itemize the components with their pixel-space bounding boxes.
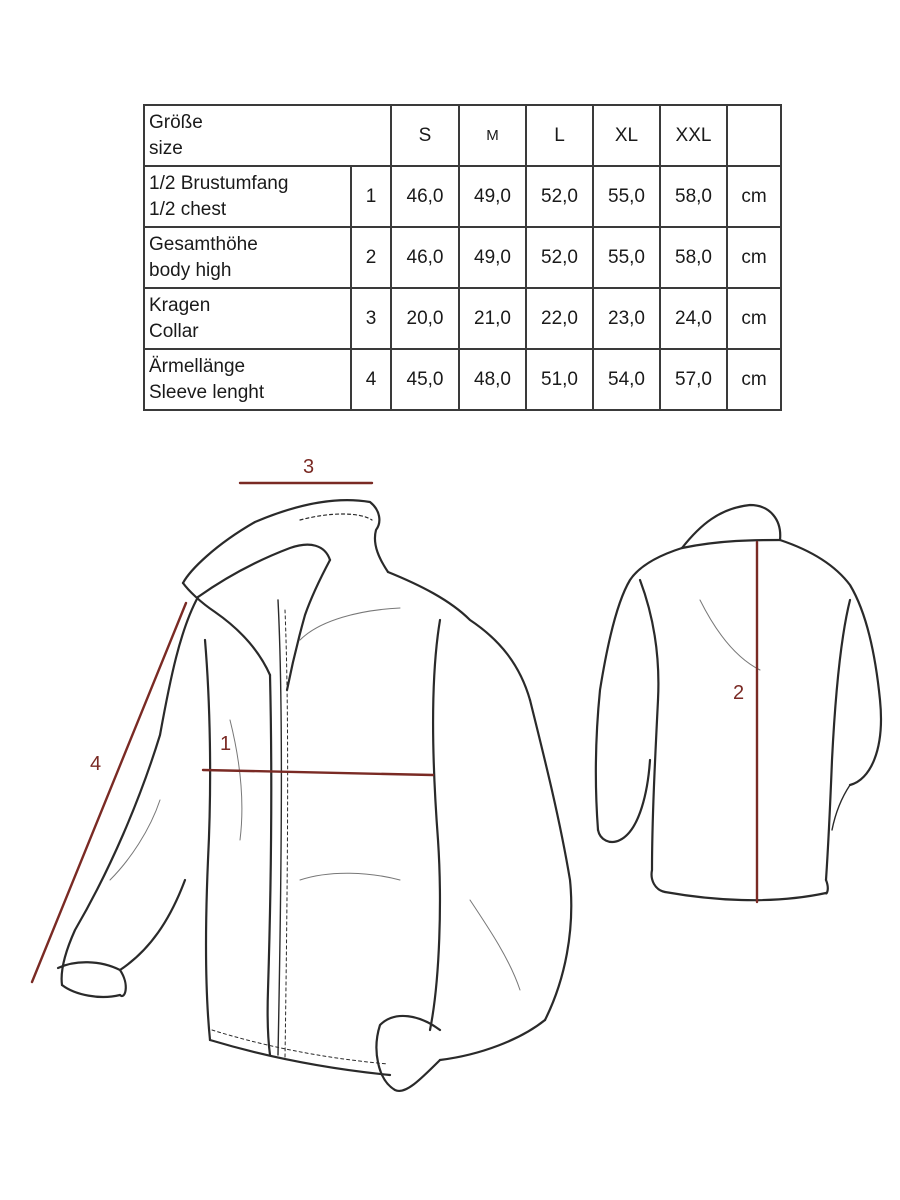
front-jacket-illustration: [58, 500, 571, 1091]
size-label-de: Größe: [149, 111, 203, 133]
unit-cell: cm: [727, 166, 781, 227]
size-header-l: L: [526, 105, 593, 166]
jacket-diagram: [0, 440, 900, 1200]
row-label-de: Ärmellänge: [149, 355, 246, 377]
unit-cell: cm: [727, 288, 781, 349]
value-l: 51,0: [526, 349, 593, 410]
value-xl: 55,0: [593, 166, 660, 227]
value-l: 22,0: [526, 288, 593, 349]
chest-measure-line: [203, 770, 433, 775]
size-table: [143, 104, 782, 411]
height-label: 2: [733, 682, 745, 704]
unit-header-empty: [727, 105, 781, 166]
row-number: 4: [351, 349, 391, 410]
chest-label: 1: [220, 733, 232, 755]
table-row: [144, 227, 781, 288]
collar-label: 3: [303, 456, 315, 478]
row-label-en: body high: [149, 259, 232, 281]
row-label-en: Sleeve lenght: [149, 381, 265, 403]
row-label-en: 1/2 chest: [149, 198, 227, 220]
size-header-cell: [144, 105, 391, 166]
value-s: 46,0: [391, 166, 459, 227]
sleeve-label: 4: [90, 753, 102, 775]
value-xl: 54,0: [593, 349, 660, 410]
value-s: 20,0: [391, 288, 459, 349]
value-xxl: 57,0: [660, 349, 727, 410]
row-label-en: Collar: [149, 320, 199, 342]
row-label: [144, 227, 351, 288]
value-xl: 23,0: [593, 288, 660, 349]
size-label-en: size: [149, 137, 183, 159]
row-label-de: 1/2 Brustumfang: [149, 172, 289, 194]
row-label: [144, 166, 351, 227]
value-m: 21,0: [459, 288, 526, 349]
row-number: 2: [351, 227, 391, 288]
table-row: [144, 166, 781, 227]
size-header-m: M: [459, 105, 526, 166]
row-label: [144, 288, 351, 349]
table-row: [144, 349, 781, 410]
row-number: 3: [351, 288, 391, 349]
value-m: 48,0: [459, 349, 526, 410]
value-l: 52,0: [526, 166, 593, 227]
size-header-s: S: [391, 105, 459, 166]
value-xxl: 58,0: [660, 227, 727, 288]
table-row: [144, 288, 781, 349]
row-label-de: Gesamthöhe: [149, 233, 258, 255]
size-header-xxl: XXL: [660, 105, 727, 166]
unit-cell: cm: [727, 227, 781, 288]
size-header-xl: XL: [593, 105, 660, 166]
value-m: 49,0: [459, 166, 526, 227]
value-l: 52,0: [526, 227, 593, 288]
value-s: 46,0: [391, 227, 459, 288]
row-label: [144, 349, 351, 410]
value-xl: 55,0: [593, 227, 660, 288]
value-s: 45,0: [391, 349, 459, 410]
unit-cell: cm: [727, 349, 781, 410]
header-row: [144, 105, 781, 166]
value-m: 49,0: [459, 227, 526, 288]
value-xxl: 24,0: [660, 288, 727, 349]
row-number: 1: [351, 166, 391, 227]
row-label-de: Kragen: [149, 294, 211, 316]
measurement-lines: [32, 483, 757, 982]
value-xxl: 58,0: [660, 166, 727, 227]
